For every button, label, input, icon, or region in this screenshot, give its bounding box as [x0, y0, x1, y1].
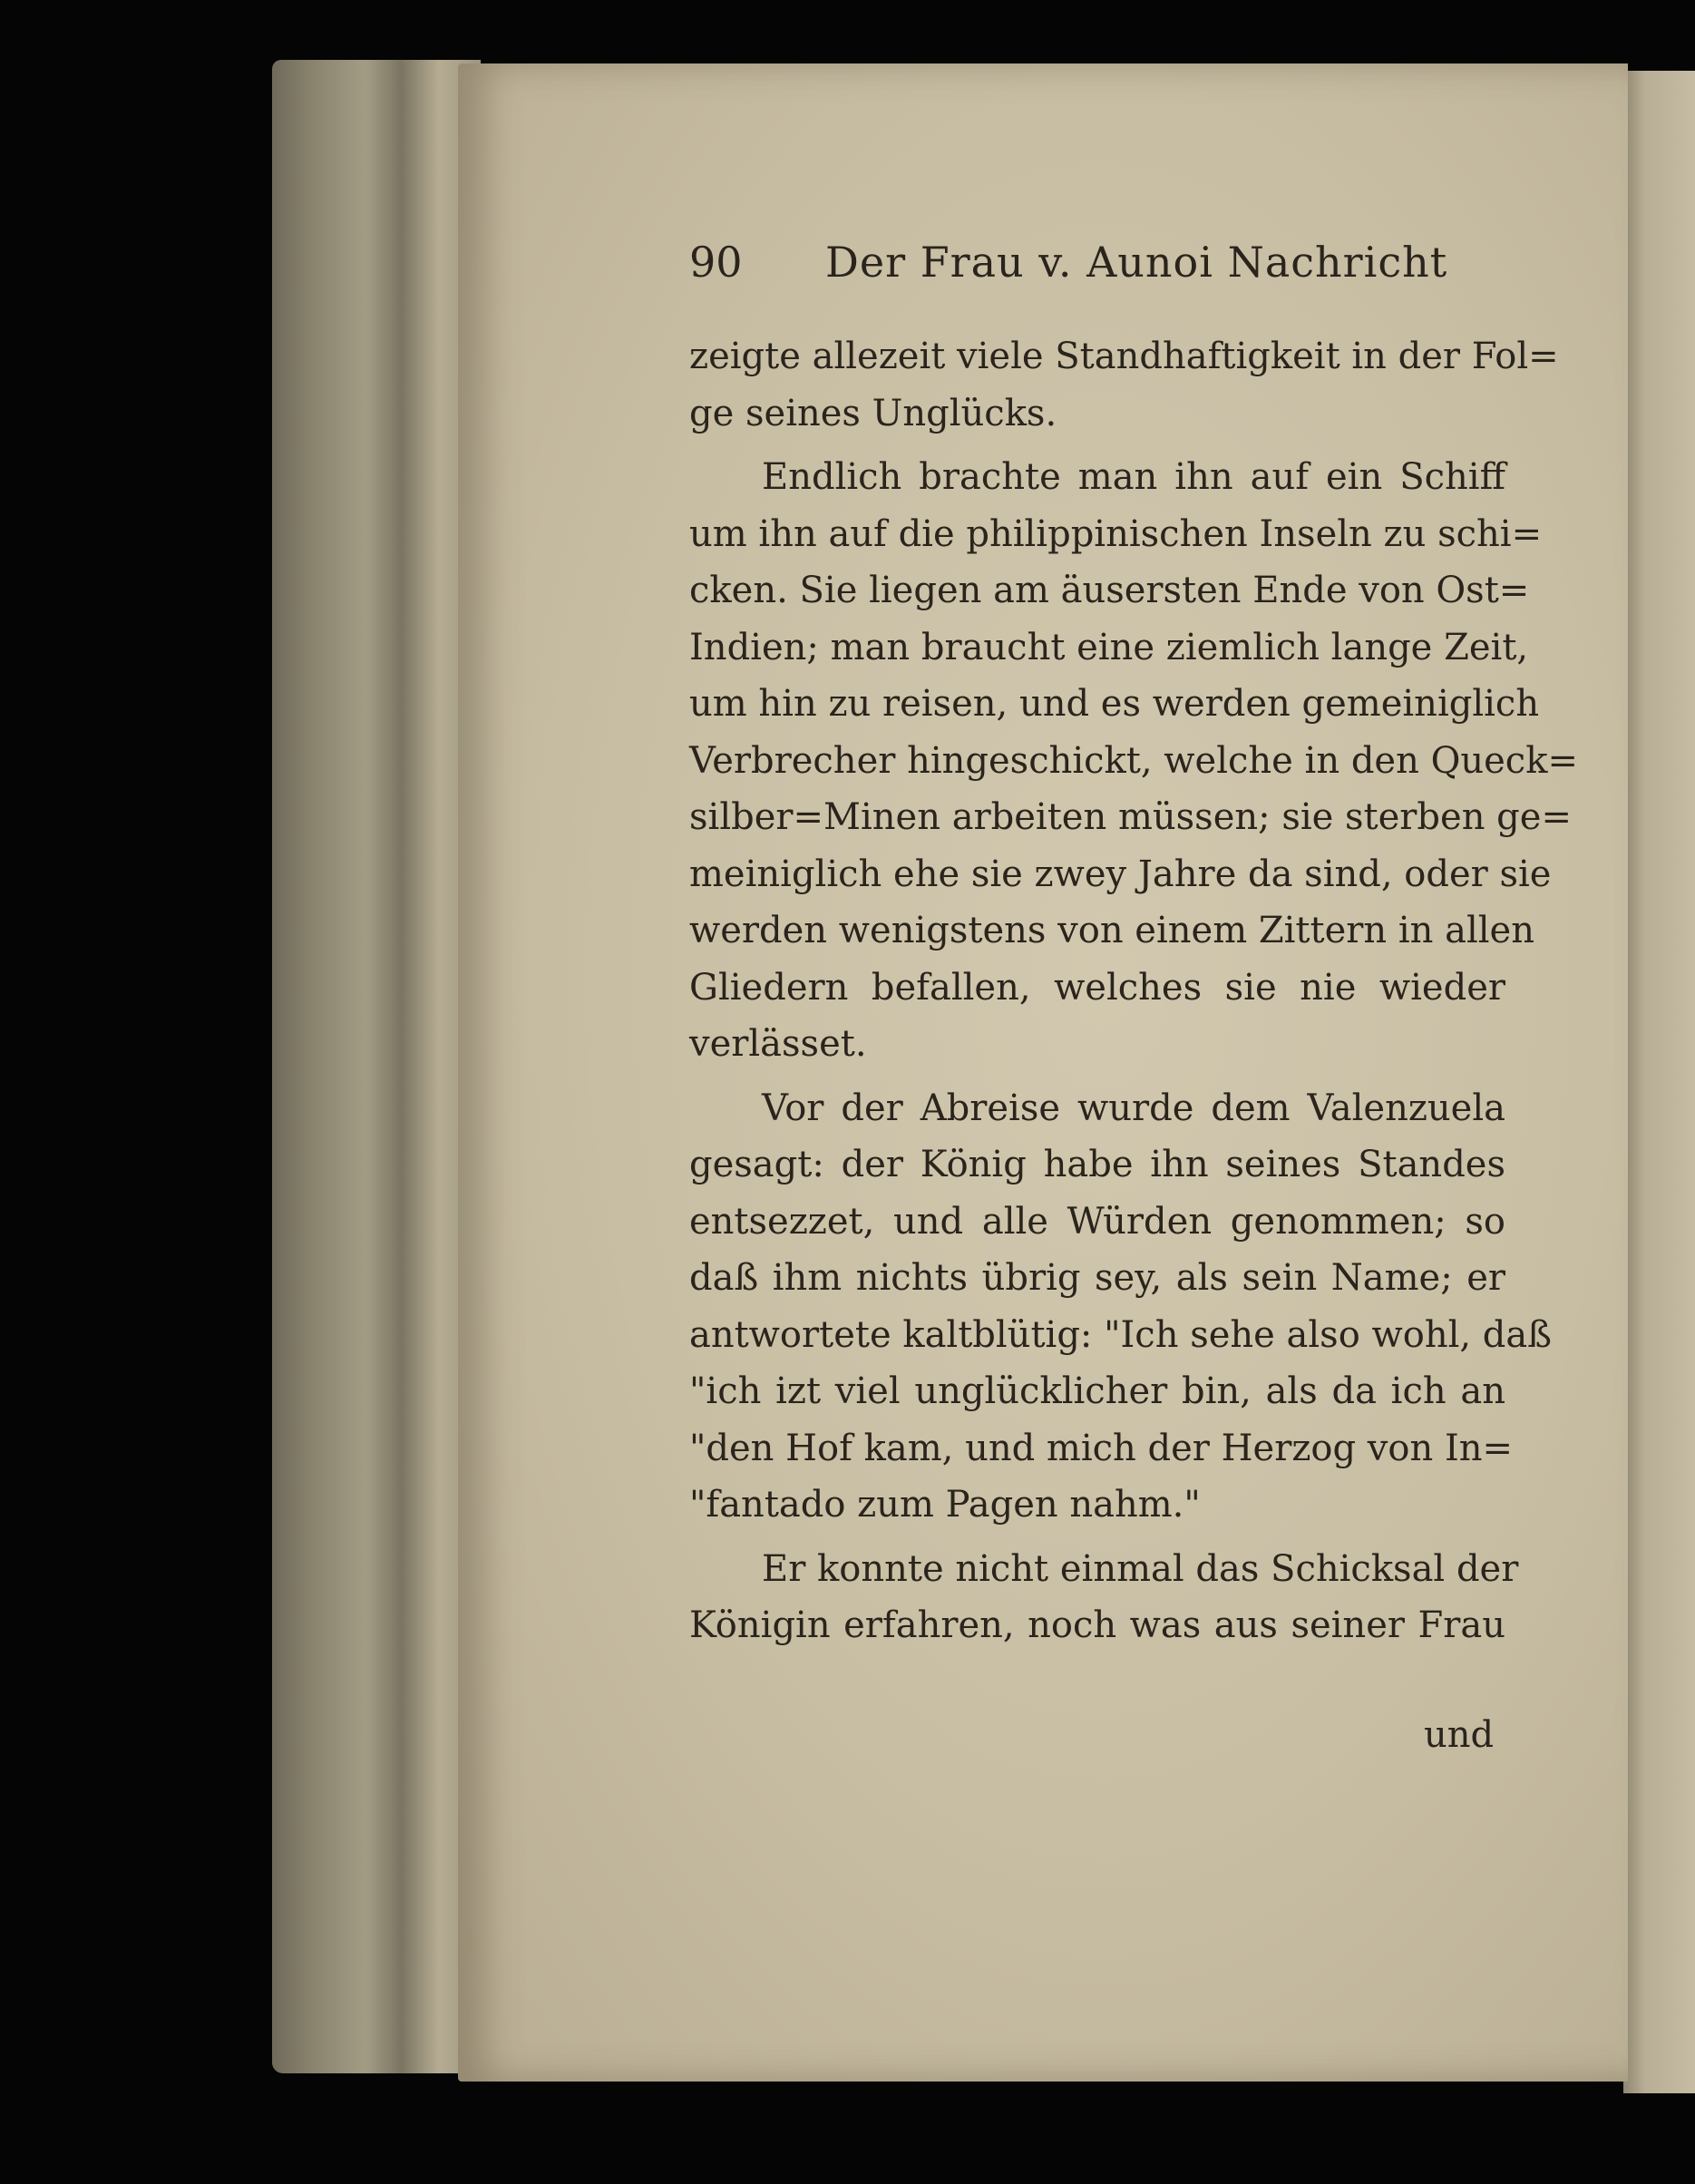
text-line: Indien; man braucht eine ziemlich lange Zeit, — [689, 626, 1529, 668]
text-line: ge seines Unglücks. — [689, 392, 1057, 434]
facing-page-edge — [1623, 71, 1695, 2093]
text-line: meiniglich ehe sie zwey Jahre da sind, oder sie — [689, 853, 1552, 895]
paragraph — [689, 328, 1559, 442]
body-text — [689, 328, 1578, 1654]
catchword: und — [1424, 1714, 1495, 1756]
text-line: gesagt: der König habe ihn seines Standes — [689, 1144, 1505, 1185]
page-header — [689, 238, 1448, 301]
text-line: werden wenigstens von einem Zittern in allen — [689, 910, 1534, 951]
text-line: Verbrecher hingeschickt, welche in den Queck= — [689, 739, 1578, 782]
text-line: "den Hof kam, und mich der Herzog von In= — [689, 1427, 1514, 1469]
text-line: Königin erfahren, noch was aus seiner Frau — [689, 1604, 1505, 1646]
paragraph — [689, 449, 1578, 1073]
text-line: "fantado zum Pagen nahm." — [689, 1484, 1201, 1526]
text-line: entsezzet, und alle Würden genommen; so — [689, 1200, 1505, 1243]
text-line: silber=Minen arbeiten müssen; sie sterben ge= — [689, 796, 1572, 838]
text-line: zeigte allezeit viele Standhaftigkeit in der Fol= — [689, 336, 1559, 377]
text-line: Er konnte nicht einmal das Schicksal der — [762, 1547, 1519, 1590]
paragraph — [689, 1080, 1552, 1534]
text-line: um hin zu reisen, und es werden gemeiniglich — [689, 683, 1540, 725]
text-line: cken. Sie liegen am äusersten Ende von Ost= — [689, 570, 1530, 611]
text-line: verlässet. — [689, 1023, 867, 1065]
text-line: Gliedern befallen, welches sie nie wieder — [689, 966, 1505, 1009]
text-line: daß ihm nichts übrig sey, als sein Name; er — [689, 1257, 1505, 1299]
text-line: um ihn auf die philippinischen Inseln zu schi= — [689, 512, 1543, 555]
text-line: antwortete kaltblütig: "Ich sehe also wohl, daß — [689, 1313, 1552, 1356]
running-head: Der Frau v. Aunoi Nachricht — [825, 238, 1448, 287]
page-number: 90 — [689, 238, 743, 287]
paragraph — [689, 1541, 1519, 1654]
text-line: "ich izt viel unglücklicher bin, als da ich an — [689, 1370, 1505, 1412]
text-line: Vor der Abreise wurde dem Valenzuela — [762, 1087, 1505, 1129]
book-page-edges — [272, 60, 481, 2073]
text-line: Endlich brachte man ihn auf ein Schiff — [762, 456, 1505, 498]
